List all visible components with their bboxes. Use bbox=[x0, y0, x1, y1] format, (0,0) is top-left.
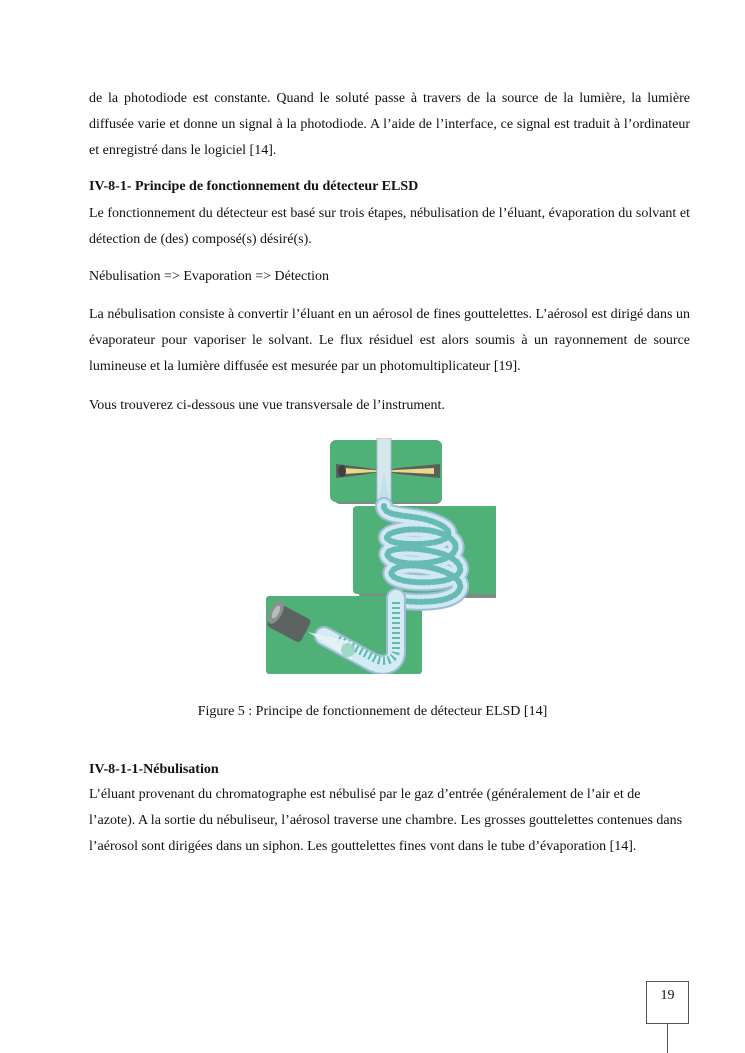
nebulisation-overview-paragraph: La nébulisation consiste à convertir l’éluant en un aérosol de fines gouttelettes. L’aérosol est dirigé dans un évaporateur pour vaporiser le solvant. Le flux résiduel est alors soumis à un rayonnement de source lumineuse et la lumière diffusée est mesurée par un photomultiplicateur [19]. bbox=[89, 307, 690, 374]
nebulisation-paragraph: L’éluant provenant du chromatographe est nébulisé par le gaz d’entrée (généralement de l’air et de l’azote). A la sortie du nébuliseur, l’aérosol traverse une chambre. Les grosses gouttelettes contenues dans l’aérosol sont dirigées dans un siphon. Les gouttelettes fines vont dans le tube d’évaporation [14]. bbox=[89, 787, 683, 854]
scatter-point bbox=[341, 643, 355, 657]
elsd-diagram-svg bbox=[264, 438, 496, 674]
intro-paragraph: de la photodiode est constante. Quand le soluté passe à travers de la source de la lumière, la lumière diffusée varie et donne un signal à la photodiode. A l’aide de l’interface, ce signal est traduit à l’ordinateur et enregistré dans le logiciel [14]. bbox=[89, 91, 690, 158]
page-number-box bbox=[646, 981, 689, 1024]
section-heading-nebulisation: IV-8-1-1-Nébulisation bbox=[89, 762, 219, 777]
page-number-line bbox=[667, 1024, 668, 1053]
section-heading-elsd: IV-8-1- Principe de fonctionnement du détecteur ELSD bbox=[89, 179, 419, 194]
figure-caption: Figure 5 : Principe de fonctionnement de détecteur ELSD [14] bbox=[197, 704, 548, 719]
page-number: 19 bbox=[660, 988, 675, 1003]
principle-paragraph: Le fonctionnement du détecteur est basé sur trois étapes, nébulisation de l’éluant, évaporation du solvant et détection de (des) composé(s) désiré(s). bbox=[89, 206, 690, 247]
nebulizer-inlet bbox=[338, 465, 346, 477]
figure-intro-line: Vous trouverez ci-dessous une vue transversale de l’instrument. bbox=[89, 398, 445, 413]
elsd-diagram-figure bbox=[264, 438, 496, 674]
steps-line: Nébulisation => Evaporation => Détection bbox=[89, 269, 329, 284]
evaporator-coil bbox=[384, 506, 460, 602]
